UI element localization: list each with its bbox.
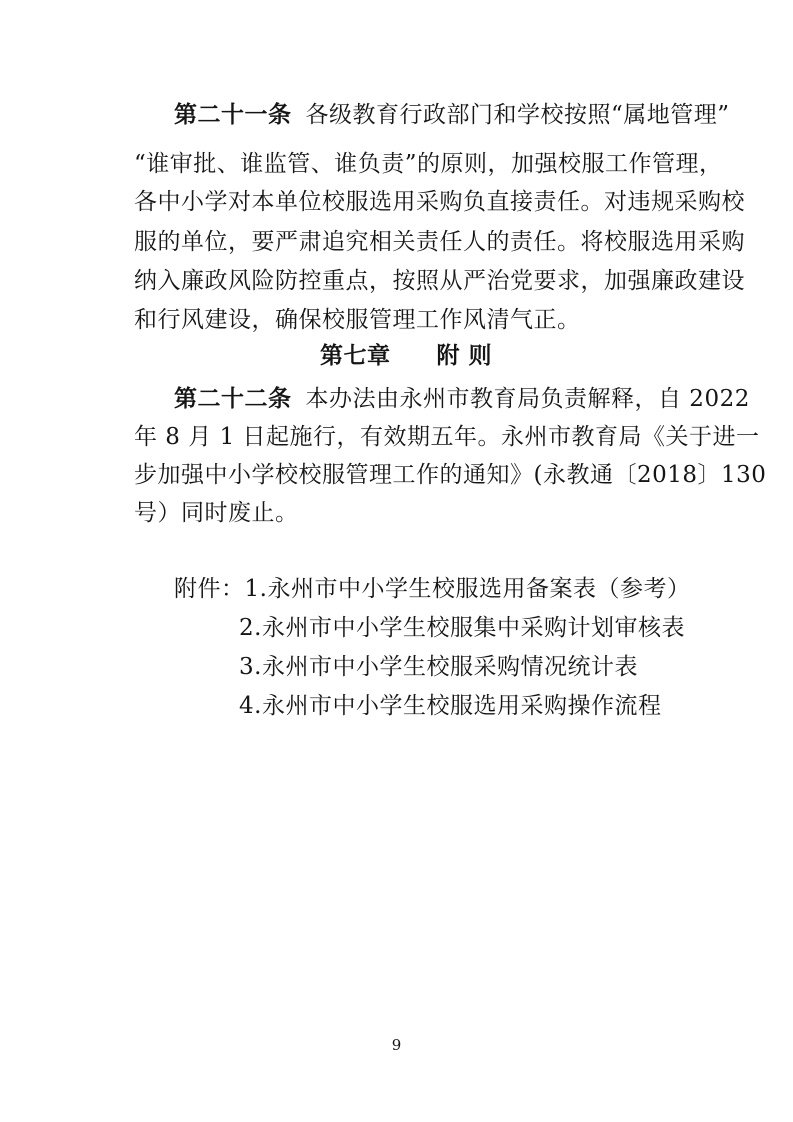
attachment-item-2: 2.永州市中小学生校服集中采购计划审核表 [239, 615, 685, 641]
article-21-line-1: 各级教育行政部门和学校按照“属地管理” [305, 102, 730, 128]
article-22-line-4: 号）同时废止。 [134, 500, 299, 526]
article-21-line-6: 和行风建设，确保校服管理工作风清气正。 [134, 307, 581, 333]
page-number: 9 [391, 1036, 402, 1054]
attachment-item-1: 1.永州市中小学生校服选用备案表（参考） [244, 576, 691, 602]
article-21-line-3: 各中小学对本单位校服选用采购负直接责任。对违规采购校 [134, 189, 745, 215]
chapter-number: 第七章 [320, 342, 391, 369]
article-21-line-4: 服的单位，要严肃追究相关责任人的责任。将校服选用采购 [134, 229, 745, 255]
attachment-item-4: 4.永州市中小学生校服选用采购操作流程 [239, 693, 662, 719]
article-22-line-3: 步加强中小学校校服管理工作的通知》(永教通〔2018〕130 [134, 462, 767, 488]
article-22-line-2: 年 8 月 1 日起施行，有效期五年。永州市教育局《关于进一 [134, 424, 760, 450]
article-21-line-2: “谁审批、谁监管、谁负责”的原则，加强校服工作管理， [134, 151, 723, 177]
article-22-line-1: 本办法由永州市教育局负责解释，自 2022 [305, 386, 750, 412]
article-21-heading: 第二十一条 [174, 101, 292, 128]
attachment-item-3: 3.永州市中小学生校服采购情况统计表 [239, 654, 638, 680]
attachments-label: 附件： [174, 576, 245, 602]
article-21-first-line [174, 101, 730, 129]
chapter-title: 附 则 [436, 342, 493, 369]
article-22-heading: 第二十二条 [174, 385, 292, 412]
article-22-first-line [174, 385, 750, 413]
chapter-7-heading [320, 342, 492, 370]
article-21-line-5: 纳入廉政风险防控重点，按照从严治党要求，加强廉政建设 [134, 268, 745, 294]
attachments-first-line [174, 575, 690, 603]
